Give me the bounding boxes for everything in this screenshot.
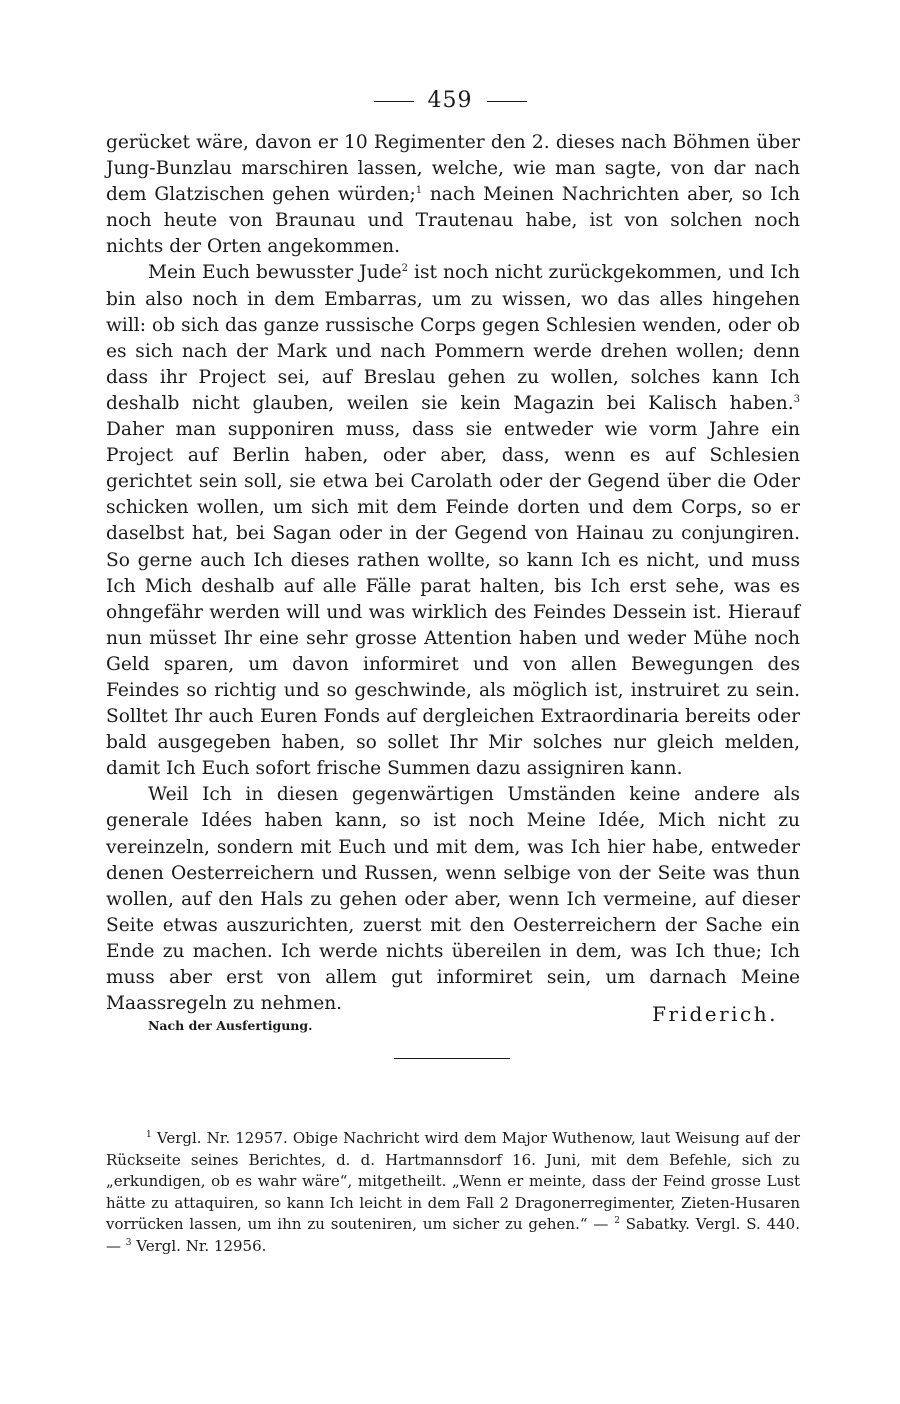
text-run: gerücket wäre, davon er 10 Regimenter den 2. dieses nach Böhmen über Jung-Bunzlau marschiren lassen, welche, wie man sagte, von dar nach dem Glatzischen gehen würden; xyxy=(106,132,800,206)
footnote-separator xyxy=(394,1058,510,1059)
paragraph xyxy=(106,130,800,260)
page-number-dash-right xyxy=(487,101,527,102)
source-note: Nach der Ausfertigung. xyxy=(148,1018,313,1033)
footnote-marker: 1 xyxy=(146,1130,152,1140)
text-run: ist noch nicht zurückgekommen, und Ich bin also noch in dem Embarras, um zu wissen, wo das alles hingehen will: ob sich das ganze russische Corps gegen Schlesien wenden, oder ob es sich nach der Mark und nach Pommern werde drehen wollen; denn dass ihr Project sei, auf Breslau gehen zu wollen, solches kann Ich deshalb nicht glauben, weilen sie kein Magazin bei Kalisch haben. xyxy=(106,262,800,414)
paragraph xyxy=(106,782,800,1017)
text-run: Sabatky. Vergl. S. 440. — xyxy=(106,1215,800,1255)
text-run: Weil Ich in diesen gegenwärtigen Umständen keine andere als generale Idées haben kann, so ist noch Meine Idée, Mich nicht zu vereinzeln, sondern mit Euch und mit dem, was Ich hier habe, entweder denen Oesterreichern und Russen, wenn selbige von der Seite was thun wollen, auf den Hals zu gehen oder aber, wenn Ich vermeine, auf dieser Seite etwas auszurichten, zuerst mit den Oesterreichern der Sache ein Ende zu machen. Ich werde nichts übereilen in dem, was Ich thue; Ich muss aber erst von allem gut informiret sein, um darnach Meine Maassregeln zu nehmen. xyxy=(106,784,800,1015)
paragraph xyxy=(106,260,800,782)
footnote-marker: 3 xyxy=(125,1237,132,1248)
page-number-dash-left xyxy=(374,101,414,102)
signature: Friderich. xyxy=(652,1002,778,1026)
footnote-marker: 2 xyxy=(401,263,408,275)
footnotes xyxy=(106,1128,800,1257)
page-number-value: 459 xyxy=(427,88,473,113)
text-run: nach Meinen Nachrichten aber, so Ich noch heute von Braunau und Trautenau habe, ist von solchen noch nichts der Orten angekommen. xyxy=(106,184,800,258)
footnote-marker: 1 xyxy=(415,185,423,196)
page-number xyxy=(0,88,900,113)
letter-body xyxy=(106,130,800,1017)
text-run: Vergl. Nr. 12956. xyxy=(131,1236,267,1255)
text-run: Vergl. Nr. 12957. Obige Nachricht wird dem Major Wuthenow, laut Weisung auf der Rückseite seines Berichtes, d. d. Hartmannsdorf 16. Juni, mit dem Befehle, sich zu „erkundigen, ob es wahr wäre“, mitgetheilt. „Wenn er meinte, dass der Feind grosse Lust hätte zu attaquiren, so kann Ich leicht in dem Fall 2 Dragonerregimenter, Zieten-Husaren vorrücken lassen, um ihn zu souteniren, um sicher zu gehen.“ — xyxy=(106,1129,800,1233)
footnote-marker: 2 xyxy=(614,1216,620,1226)
text-run: Daher man supponiren muss, dass sie entweder wie vorm Jahre ein Project auf Berlin haben, oder aber, dass, wenn es auf Schlesien gerichtet sein soll, sie etwa bei Carolath oder der Gegend über die Oder schicken wollen, um sich mit dem Feinde dorten und dem Corps, so er daselbst hat, bei Sagan oder in der Gegend von Hainau zu conjungiren. So gerne auch Ich dieses rathen wollte, so kann Ich es nicht, und muss Ich Mich deshalb auf alle Fälle parat halten, bis Ich erst sehe, was es ohngefähr werden will und was wirklich des Feindes Dessein ist. Hierauf nun müsset Ihr eine sehr grosse Attention haben und weder Mühe noch Geld sparen, um davon informiret und von allen Bewegungen des Feindes so richtig und so geschwinde, als möglich ist, instruiret zu sein. Solltet Ihr auch Euren Fonds auf dergleichen Extraordinaria bereits oder bald ausgegeben haben, so sollet Ihr Mir solches nur gleich melden, damit Ich Euch sofort frische Summen dazu assigniren kann. xyxy=(106,419,800,780)
footnote-marker: 3 xyxy=(793,393,800,405)
text-run: Mein Euch bewusster Jude xyxy=(148,262,402,284)
